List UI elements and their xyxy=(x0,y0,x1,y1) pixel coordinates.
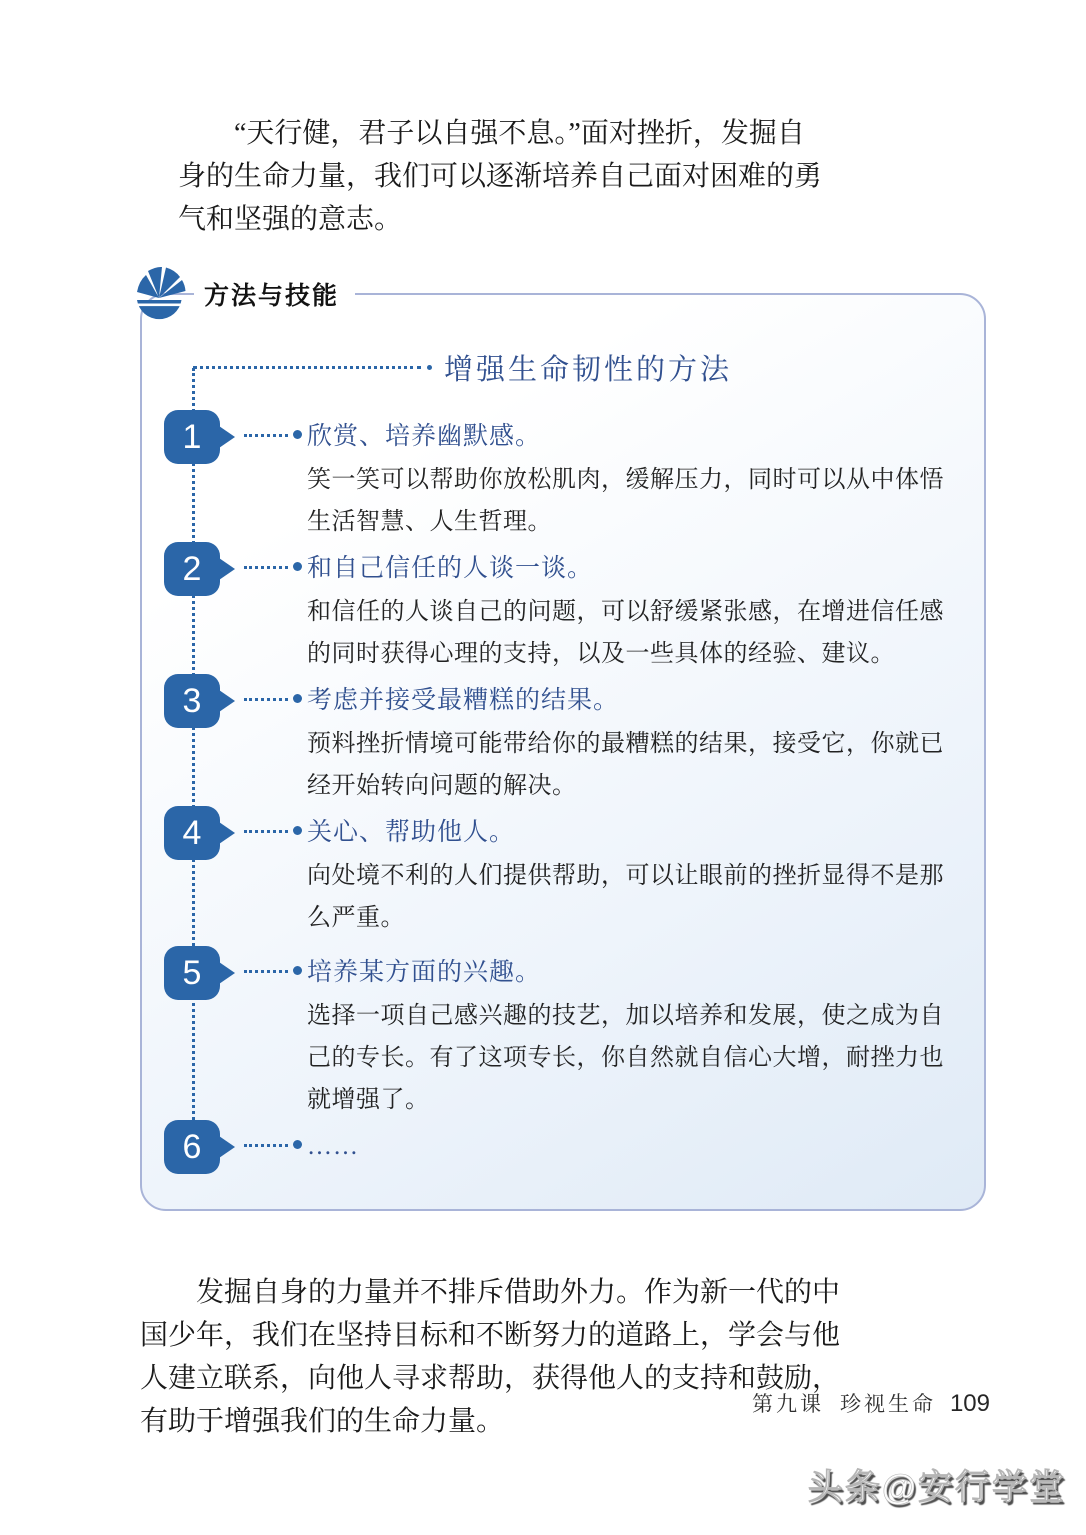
watermark: 头条@安行学堂 xyxy=(807,1468,1066,1507)
item-number-badge: 6 xyxy=(164,1120,220,1174)
item-connector-dots xyxy=(244,970,288,973)
item-connector-dots xyxy=(244,434,288,437)
method-heading: 培养某方面的兴趣。 xyxy=(307,959,542,986)
item-bullet-dot xyxy=(293,562,302,571)
method-item xyxy=(142,1125,966,1169)
box-title: 增强生命韧性的方法 xyxy=(444,353,733,386)
item-number-badge: 2 xyxy=(164,542,220,596)
item-bullet-dot xyxy=(293,694,302,703)
lesson-number: 第九课 xyxy=(751,1392,824,1416)
item-bullet-dot xyxy=(293,1140,302,1149)
method-heading: 关心、帮助他人。 xyxy=(307,819,516,846)
lesson-title: 珍视生命 xyxy=(839,1392,936,1416)
item-connector-dots xyxy=(244,698,288,701)
page-footer xyxy=(752,1388,990,1418)
item-connector-dots xyxy=(244,1144,288,1147)
page-number: 109 xyxy=(949,1390,990,1417)
item-connector-dots xyxy=(244,830,288,833)
item-bullet-dot xyxy=(293,430,302,439)
method-heading: 和自己信任的人谈一谈。 xyxy=(307,555,594,582)
methods-box-header xyxy=(130,265,355,323)
item-connector-dots xyxy=(244,566,288,569)
method-item xyxy=(142,415,966,543)
item-number-badge: 4 xyxy=(164,806,220,860)
item-bullet-dot xyxy=(293,826,302,835)
section-label: 方法与技能 xyxy=(194,272,355,316)
method-description: 和信任的人谈自己的问题，可以舒缓紧张感，在增进信任感的同时获得心理的支持，以及一些具体的经验、建议。 xyxy=(307,599,944,667)
item-number-badge: 1 xyxy=(164,410,220,464)
lotus-fan-icon xyxy=(130,265,188,323)
closing-paragraph: 发掘自身的力量并不排斥借助外力。作为新一代的中国少年，我们在坚持目标和不断努力的道路上，学会与他人建立联系，向他人寻求帮助，获得他人的支持和鼓励，有助于增强我们的生命力量。 xyxy=(140,1277,841,1437)
method-item xyxy=(142,547,966,675)
method-items-list xyxy=(142,415,966,1169)
intro-paragraph: “天行健，君子以自强不息。”面对挫折，发掘自身的生命力量，我们可以逐渐培养自己面对困难的勇气和坚强的意志。 xyxy=(178,118,823,235)
item-number-badge: 5 xyxy=(164,946,220,1000)
title-bullet-dot xyxy=(427,365,432,370)
method-item xyxy=(142,679,966,807)
method-item xyxy=(142,951,966,1121)
method-heading: 欣赏、培养幽默感。 xyxy=(307,423,542,450)
method-item xyxy=(142,811,966,939)
method-description: 选择一项自己感兴趣的技艺，加以培养和发展，使之成为自己的专长。有了这项专长，你自然就自信心大增，耐挫力也就增强了。 xyxy=(307,1003,944,1113)
item-number-badge: 3 xyxy=(164,674,220,728)
methods-box xyxy=(140,282,986,1211)
method-heading: …… xyxy=(307,1133,359,1160)
method-description: 笑一笑可以帮助你放松肌肉，缓解压力，同时可以从中体悟生活智慧、人生哲理。 xyxy=(307,467,944,535)
item-bullet-dot xyxy=(293,966,302,975)
box-title-row xyxy=(193,347,966,387)
method-description: 预料挫折情境可能带给你的最糟糕的结果，接受它，你就已经开始转向问题的解决。 xyxy=(307,731,944,799)
method-heading: 考虑并接受最糟糕的结果。 xyxy=(307,687,620,714)
method-description: 向处境不利的人们提供帮助，可以让眼前的挫折显得不是那么严重。 xyxy=(307,863,944,931)
title-connector-dots xyxy=(193,366,421,369)
